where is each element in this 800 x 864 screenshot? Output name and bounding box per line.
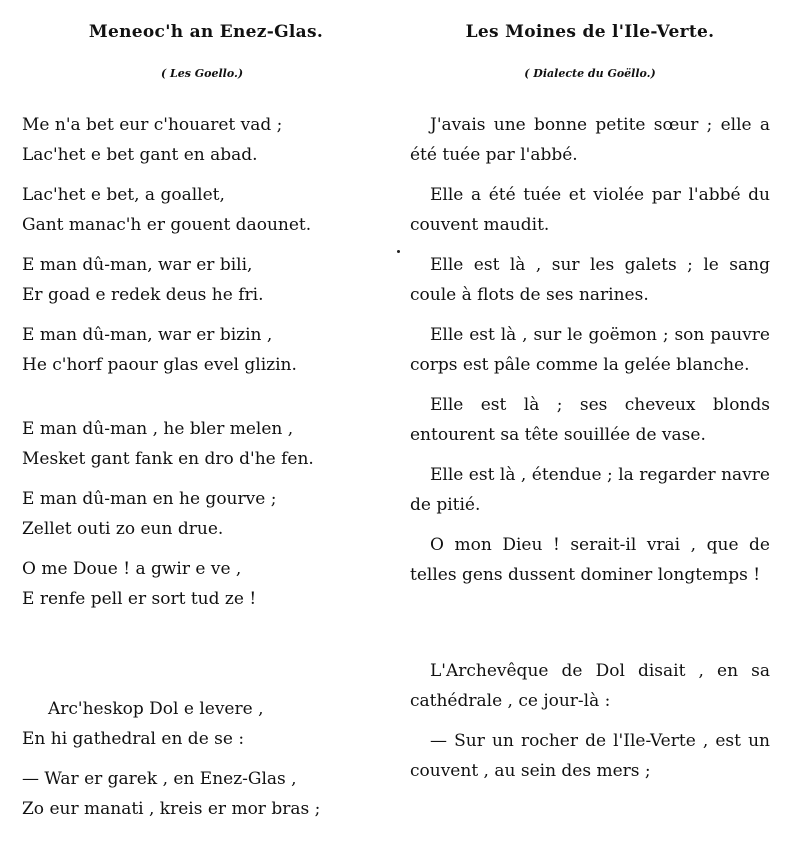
french-paragraph: J'avais une bonne petite sœur ; elle a été tuée par l'abbé.: [410, 115, 770, 165]
verse-line: Er goad e redek deus he fri.: [22, 285, 264, 305]
breton-stanza: [22, 484, 382, 544]
verse-line: E man dû-man, war er bili,: [22, 255, 253, 275]
print-speck: [397, 250, 400, 253]
french-paragraph: Elle est là , étendue ; la regarder navre de pitié.: [410, 465, 770, 515]
verse-line: E renfe pell er sort tud ze !: [22, 589, 257, 609]
verse-line: He c'horf paour glas evel glizin.: [22, 355, 297, 375]
stanza-gap: [22, 390, 382, 414]
french-subtitle: ( Dialecte du Goëllo.): [524, 67, 656, 80]
verse-line: E man dû-man , he bler melen ,: [22, 419, 294, 439]
verse-line: Lac'het e bet gant en abad.: [22, 145, 258, 165]
breton-stanza: [22, 110, 382, 170]
breton-subtitle: ( Les Goello.): [160, 67, 244, 80]
verse-line: Gant manac'h er gouent daounet.: [22, 215, 312, 235]
french-paragraph: Elle est là , sur les galets ; le sang coule à flots de ses narines.: [410, 255, 770, 305]
section-gap: [22, 624, 382, 694]
french-title: Les Moines de l'Ile-Verte.: [465, 22, 715, 42]
verse-line: Zo eur manati , kreis er mor bras ;: [22, 799, 321, 819]
verse-line: E man dû-man en he gourve ;: [22, 489, 277, 509]
verse-line: En hi gathedral en de se :: [22, 729, 245, 749]
verse-line: Zellet outi zo eun drue.: [22, 519, 224, 539]
breton-column: [22, 18, 382, 834]
french-paragraph: Elle est là ; ses cheveux blonds entourent sa tête souillée de vase.: [410, 395, 770, 445]
breton-stanza: [22, 694, 382, 754]
french-body: [410, 110, 770, 786]
verse-line: Lac'het e bet, a goallet,: [22, 185, 225, 205]
breton-title: Meneoc'h an Enez-Glas.: [88, 22, 324, 42]
breton-stanza: [22, 180, 382, 240]
verse-line: E man dû-man, war er bizin ,: [22, 325, 273, 345]
breton-stanza: [22, 764, 382, 824]
french-paragraph: O mon Dieu ! serait-il vrai , que de telles gens dussent dominer longtemps !: [410, 535, 770, 585]
section-gap: [410, 600, 770, 656]
verse-line: Me n'a bet eur c'houaret vad ;: [22, 115, 283, 135]
verse-line: — War er garek , en Enez-Glas ,: [22, 769, 297, 789]
verse-line: Mesket gant fank en dro d'he fen.: [22, 449, 314, 469]
breton-body: [22, 110, 382, 824]
french-paragraph: — Sur un rocher de l'Ile-Verte , est un couvent , au sein des mers ;: [410, 731, 770, 781]
french-paragraph: Elle est là , sur le goëmon ; son pauvre corps est pâle comme la gelée blanche.: [410, 325, 770, 375]
breton-stanza: [22, 320, 382, 380]
french-column: [410, 18, 770, 796]
verse-line: O me Doue ! a gwir e ve ,: [22, 559, 242, 579]
french-paragraph: Elle a été tuée et violée par l'abbé du couvent maudit.: [410, 185, 770, 235]
breton-stanza: [22, 554, 382, 614]
breton-stanza: [22, 414, 382, 474]
verse-line: Arc'heskop Dol e levere ,: [48, 699, 264, 719]
french-paragraph: L'Archevêque de Dol disait , en sa cathédrale , ce jour-là :: [410, 661, 770, 711]
breton-stanza: [22, 250, 382, 310]
